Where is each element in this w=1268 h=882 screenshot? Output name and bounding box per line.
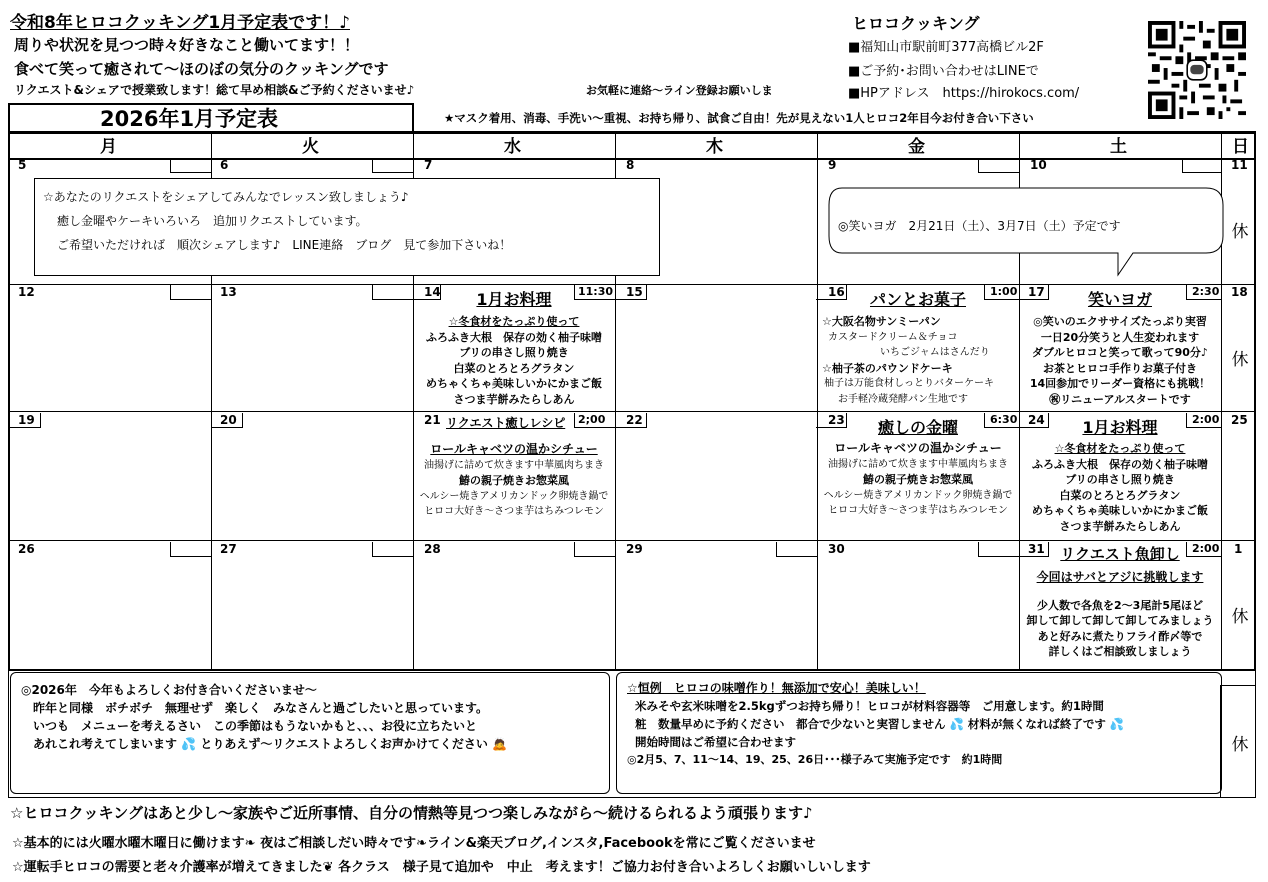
weekday-tue: 火: [302, 137, 319, 157]
class-sat-31[interactable]: [1020, 544, 1220, 660]
day-box: [170, 285, 212, 300]
day-box: [372, 285, 414, 300]
day-number: 9: [828, 158, 837, 172]
day-number: 27: [220, 542, 237, 556]
menu-item: お茶とヒロコ手作りお菓子付き: [1043, 361, 1197, 375]
menu-item: 鰆の親子焼きお惣菜風: [459, 474, 569, 487]
menu-item: ヒロコ大好き～さつま芋はちみつレモン: [828, 505, 1008, 516]
menu-item: 詳しくはご相談致しましょう: [1048, 645, 1192, 658]
menu-item: 油揚げに詰めて炊きます中華風肉ちまき: [424, 459, 604, 471]
footer-text: ☆基本的には火曜水曜木曜日に働けます: [12, 836, 245, 851]
menu-item: さつま芋餅みたらしあん: [1059, 519, 1181, 533]
day-number: 22: [626, 413, 643, 427]
menu-item: 白菜のとろとろグラタン: [453, 361, 575, 375]
yoga-notice: ◎笑いヨガ 2月21日（土）、3月7日（土）予定です: [838, 219, 1121, 233]
menu-item: 少人数で各魚を2～3尾計5尾ほど: [1037, 598, 1203, 612]
menu-item: 一日20分笑うと人生変われます: [1040, 330, 1200, 344]
day-number: 12: [18, 285, 35, 299]
menu-item: ◎笑いのエクササイズたっぷり実習: [1033, 315, 1207, 328]
day-number: 24: [1028, 413, 1045, 427]
note-line: いつも メニューを考えるさい この季節はもうないかもと、、、お役に立ちたいと: [33, 719, 478, 733]
day-number: 30: [828, 542, 845, 556]
day-box: [978, 542, 1020, 557]
class-time: 6:30: [990, 413, 1018, 426]
bowing-person-icon: 🙇: [492, 737, 508, 751]
footer-line-1: ☆ヒロコクッキングはあと少し～家族やご近所事情、自分の情熱等見つつ楽しみながら～続けるられるよう頑張ります♪: [10, 804, 813, 822]
qr-code-icon[interactable]: [1148, 21, 1246, 119]
menu-item: お手軽冷蔵発酵パン生地です: [838, 393, 968, 405]
bubble-line: ご希望いただければ 順次シェアします♪ LINE連絡 ブログ 見て参加下さいね！: [57, 238, 512, 252]
weekday-mon: 月: [100, 137, 117, 157]
day-box: [614, 285, 647, 300]
menu-item: ヘルシー焼きアメリカンドック卵焼き鍋で: [419, 490, 609, 502]
day-number: 1: [1234, 542, 1243, 556]
day-number: 18: [1231, 285, 1248, 299]
note-line: あれこれ考えてしまいます: [33, 737, 178, 751]
menu-item: 14回参加でリーダー資格にも挑戦！: [1029, 377, 1211, 390]
menu-item: めちゃくちゃ美味しいかにかまご飯: [1032, 504, 1208, 517]
menu-item: 鰆の親子焼きお惣菜風: [863, 473, 973, 486]
leaf-icon: ❧: [416, 836, 428, 851]
footer-text: ライン&楽天ブログ,インスタ,Facebookを常にご覧くださいませ: [427, 836, 816, 851]
menu-item: ヘルシー焼きアメリカンドック卵焼き鍋で: [823, 489, 1013, 501]
day-box: [614, 413, 647, 428]
menu-item: めちゃくちゃ美味しいかにかまご飯: [426, 377, 602, 390]
bubble-line: ☆あなたのリクエストをシェアしてみんなでレッスン致しましょう♪: [43, 190, 409, 204]
note-line: 米みそや玄米味噌を2.5kgずつお持ち帰り！ヒロコが材料容器等 ご用意します。約1時間: [635, 699, 1104, 713]
weekday-wed: 水: [504, 137, 521, 157]
day-box: [170, 158, 212, 173]
class-subtitle: ☆冬食材をたっぷり使って: [448, 315, 580, 328]
class-title: リクエスト癒しレシピ: [446, 416, 566, 430]
menu-item: ダブルヒロコと笑って歌って90分♪: [1032, 346, 1208, 359]
class-title: 笑いヨガ: [1087, 290, 1152, 309]
header-line-2: 周りや状況を見つつ時々好きなこと働いてます！！: [14, 36, 360, 54]
day-box: [1182, 158, 1222, 173]
class-time: 2;00: [578, 413, 606, 426]
day-number: 19: [18, 413, 35, 427]
notice-banner: ★マスク着用、消毒、手洗い～重視、お持ち帰り、試食ご自由！先が見えない1人ヒロコ2年目今お付き合い下さい: [444, 111, 1034, 125]
day-number: 25: [1231, 413, 1248, 427]
request-bubble: [34, 178, 660, 276]
sunday-closed: 休: [1231, 222, 1249, 242]
day-number: 15: [626, 285, 643, 299]
class-title: 癒しの金曜: [877, 418, 958, 437]
menu-item: ブリの串さし照り焼き: [459, 346, 569, 359]
bubble-line: 癒し金曜やケーキいろいろ 追加リクエストしています。: [57, 214, 368, 228]
class-wed-14[interactable]: [414, 290, 614, 407]
note-line: ◎2026年 今年もよろしくお付き合いくださいませ～: [21, 683, 317, 697]
class-time: 2:30: [1192, 285, 1220, 298]
note-line: ☆恒例 ヒロコの味噌作り！無添加で安心！美味しい！: [627, 681, 926, 695]
new-year-note: [10, 672, 610, 794]
menu-item: 油揚げに詰めて炊きます中華風肉ちまき: [828, 458, 1008, 470]
day-number: 21: [424, 413, 441, 427]
day-box: [574, 413, 616, 428]
class-fri-16[interactable]: [818, 290, 1018, 407]
class-sat-17[interactable]: [1020, 290, 1220, 407]
day-box: [170, 542, 212, 557]
weekday-thu: 木: [706, 137, 723, 157]
day-box: [776, 542, 818, 557]
sweat-drops-icon: 💦: [1109, 717, 1125, 731]
weekday-fri: 金: [908, 137, 925, 157]
menu-item: 柚子は万能食材しっとりバターケーキ: [824, 378, 994, 389]
menu-item: 白菜のとろとろグラタン: [1059, 488, 1181, 502]
menu-item: あと好みに煮たりフライ酢〆等で: [1037, 629, 1203, 643]
day-number: 16: [828, 285, 845, 299]
note-line: とりあえず～リクエストよろしくお声かけてください: [200, 737, 488, 751]
day-number: 28: [424, 542, 441, 556]
note-line: 昨年と同様 ボチボチ 無理せず 楽しく みなさんと過ごしたいと思っています。: [33, 701, 489, 715]
day-number: 13: [220, 285, 237, 299]
class-time: 1:00: [990, 285, 1018, 298]
header-line-4b: お気軽に連絡～ライン登録お願いしま: [586, 84, 773, 97]
footer-text: 夜はご相談しだい時々です: [260, 836, 417, 851]
day-box: [372, 158, 414, 173]
day-box: [10, 413, 41, 428]
day-number: 11: [1231, 158, 1248, 172]
calendar-title: 2026年1月予定表: [100, 107, 279, 131]
menu-item: さつま芋餅みたらしあん: [453, 392, 575, 406]
footer-text: ☆運転手ヒロコの需要と老々介護率が増えてきました: [12, 860, 323, 875]
note-line: 材料が無くなれば終了です: [967, 717, 1106, 731]
day-box: [574, 542, 616, 557]
leaf-icon: ❦: [322, 860, 334, 875]
menu-item: ☆柚子茶のパウンドケーキ: [822, 361, 953, 375]
menu-item: ☆大阪名物サンミーパン: [822, 315, 941, 328]
class-title: 1月お料理: [1082, 418, 1158, 437]
class-subtitle: ロールキャベツの温かシチュー: [430, 442, 598, 456]
leaf-icon: ❧: [244, 836, 256, 851]
shop-address: ■福知山市駅前町377高橋ビル2F: [848, 40, 1044, 55]
menu-item: ヒロコ大好き～さつま芋はちみつレモン: [424, 506, 604, 517]
class-title: パンとお菓子: [869, 290, 966, 309]
class-sat-24[interactable]: [1020, 418, 1220, 534]
class-wed-21[interactable]: [414, 442, 614, 520]
miso-note: [616, 672, 1222, 794]
class-title: リクエスト魚卸し: [1060, 545, 1180, 563]
sweat-drops-icon: 💦: [181, 737, 197, 751]
day-number: 8: [626, 158, 635, 172]
class-subtitle: 今回はサバとアジに挑戦します: [1036, 570, 1204, 584]
class-subtitle: ☆冬食材をたっぷり使って: [1054, 442, 1186, 455]
menu-item: いちごジャムはさんだり: [880, 347, 990, 358]
day-number: 10: [1030, 158, 1047, 172]
day-number: 29: [626, 542, 643, 556]
day-number: 20: [220, 413, 237, 427]
menu-item: カスタードクリーム＆チョコ: [828, 331, 958, 343]
sweat-drops-icon: 💦: [949, 717, 964, 731]
class-time: 2:00: [1192, 413, 1220, 426]
menu-item: 卸して卸して卸して卸してみましょう: [1026, 614, 1214, 627]
footer-line-3: [12, 856, 871, 875]
weekday-sun: 日: [1232, 137, 1249, 157]
note-line: 粧 数量早めに予約ください 都合で少ないと実習しません: [635, 717, 946, 731]
weekday-sat: 土: [1110, 137, 1127, 157]
day-number: 14: [424, 285, 441, 299]
footer-line-2: [12, 832, 816, 851]
menu-item: ㊗リニューアルスタートです: [1049, 392, 1191, 406]
shop-contact: ■ご予約･お問い合わせはLINEで: [848, 64, 1039, 79]
day-number: 7: [424, 158, 433, 172]
day-box: [978, 158, 1020, 173]
day-number: 31: [1028, 542, 1045, 556]
note-line: 開始時間はご希望に合わせます: [635, 735, 796, 749]
day-box: [212, 413, 243, 428]
day-number: 5: [18, 158, 27, 172]
class-title: 1月お料理: [476, 290, 552, 309]
header-title: 令和8年ヒロコクッキング1月予定表です！♪: [10, 13, 350, 33]
menu-item: ふろふき大根 保存の効く柚子味噌: [426, 330, 602, 344]
day-box: [372, 542, 414, 557]
day-number: 23: [828, 413, 845, 427]
header-line-4: リクエスト&シェアで授業致します！総て早め相談&ご予約くださいませ♪: [14, 83, 415, 97]
sunday-closed: 休: [1231, 607, 1249, 627]
day-number: 26: [18, 542, 35, 556]
shop-homepage[interactable]: ■HPアドレス https://hirokocs.com/: [848, 86, 1080, 101]
header-line-3: 食べて笑って癒されて～ほのぼの気分のクッキングです: [14, 60, 389, 78]
menu-item: ブリの串さし照り焼き: [1065, 473, 1175, 486]
class-time: 2:00: [1192, 542, 1220, 555]
day-number: 17: [1028, 285, 1045, 299]
notes-divider: [1220, 685, 1256, 686]
shop-name: ヒロコクッキング: [852, 14, 980, 33]
footer-text: 各クラス 様子見て追加や 中止 考えます！ご協力お付き合いよろしくお願いしいします: [338, 860, 871, 875]
sunday-closed: 休: [1231, 350, 1249, 370]
class-fri-23[interactable]: [818, 418, 1018, 519]
sunday-closed: 休: [1231, 735, 1249, 755]
class-subtitle: ロールキャベツの温かシチュー: [834, 441, 1002, 455]
class-time: 11:30: [578, 285, 614, 298]
day-number: 6: [220, 158, 229, 172]
note-line: ◎2月5、7、11～14、19、25、26日･･･様子みて実施予定です 約1時間: [627, 753, 1003, 766]
menu-item: ふろふき大根 保存の効く柚子味噌: [1032, 457, 1208, 471]
